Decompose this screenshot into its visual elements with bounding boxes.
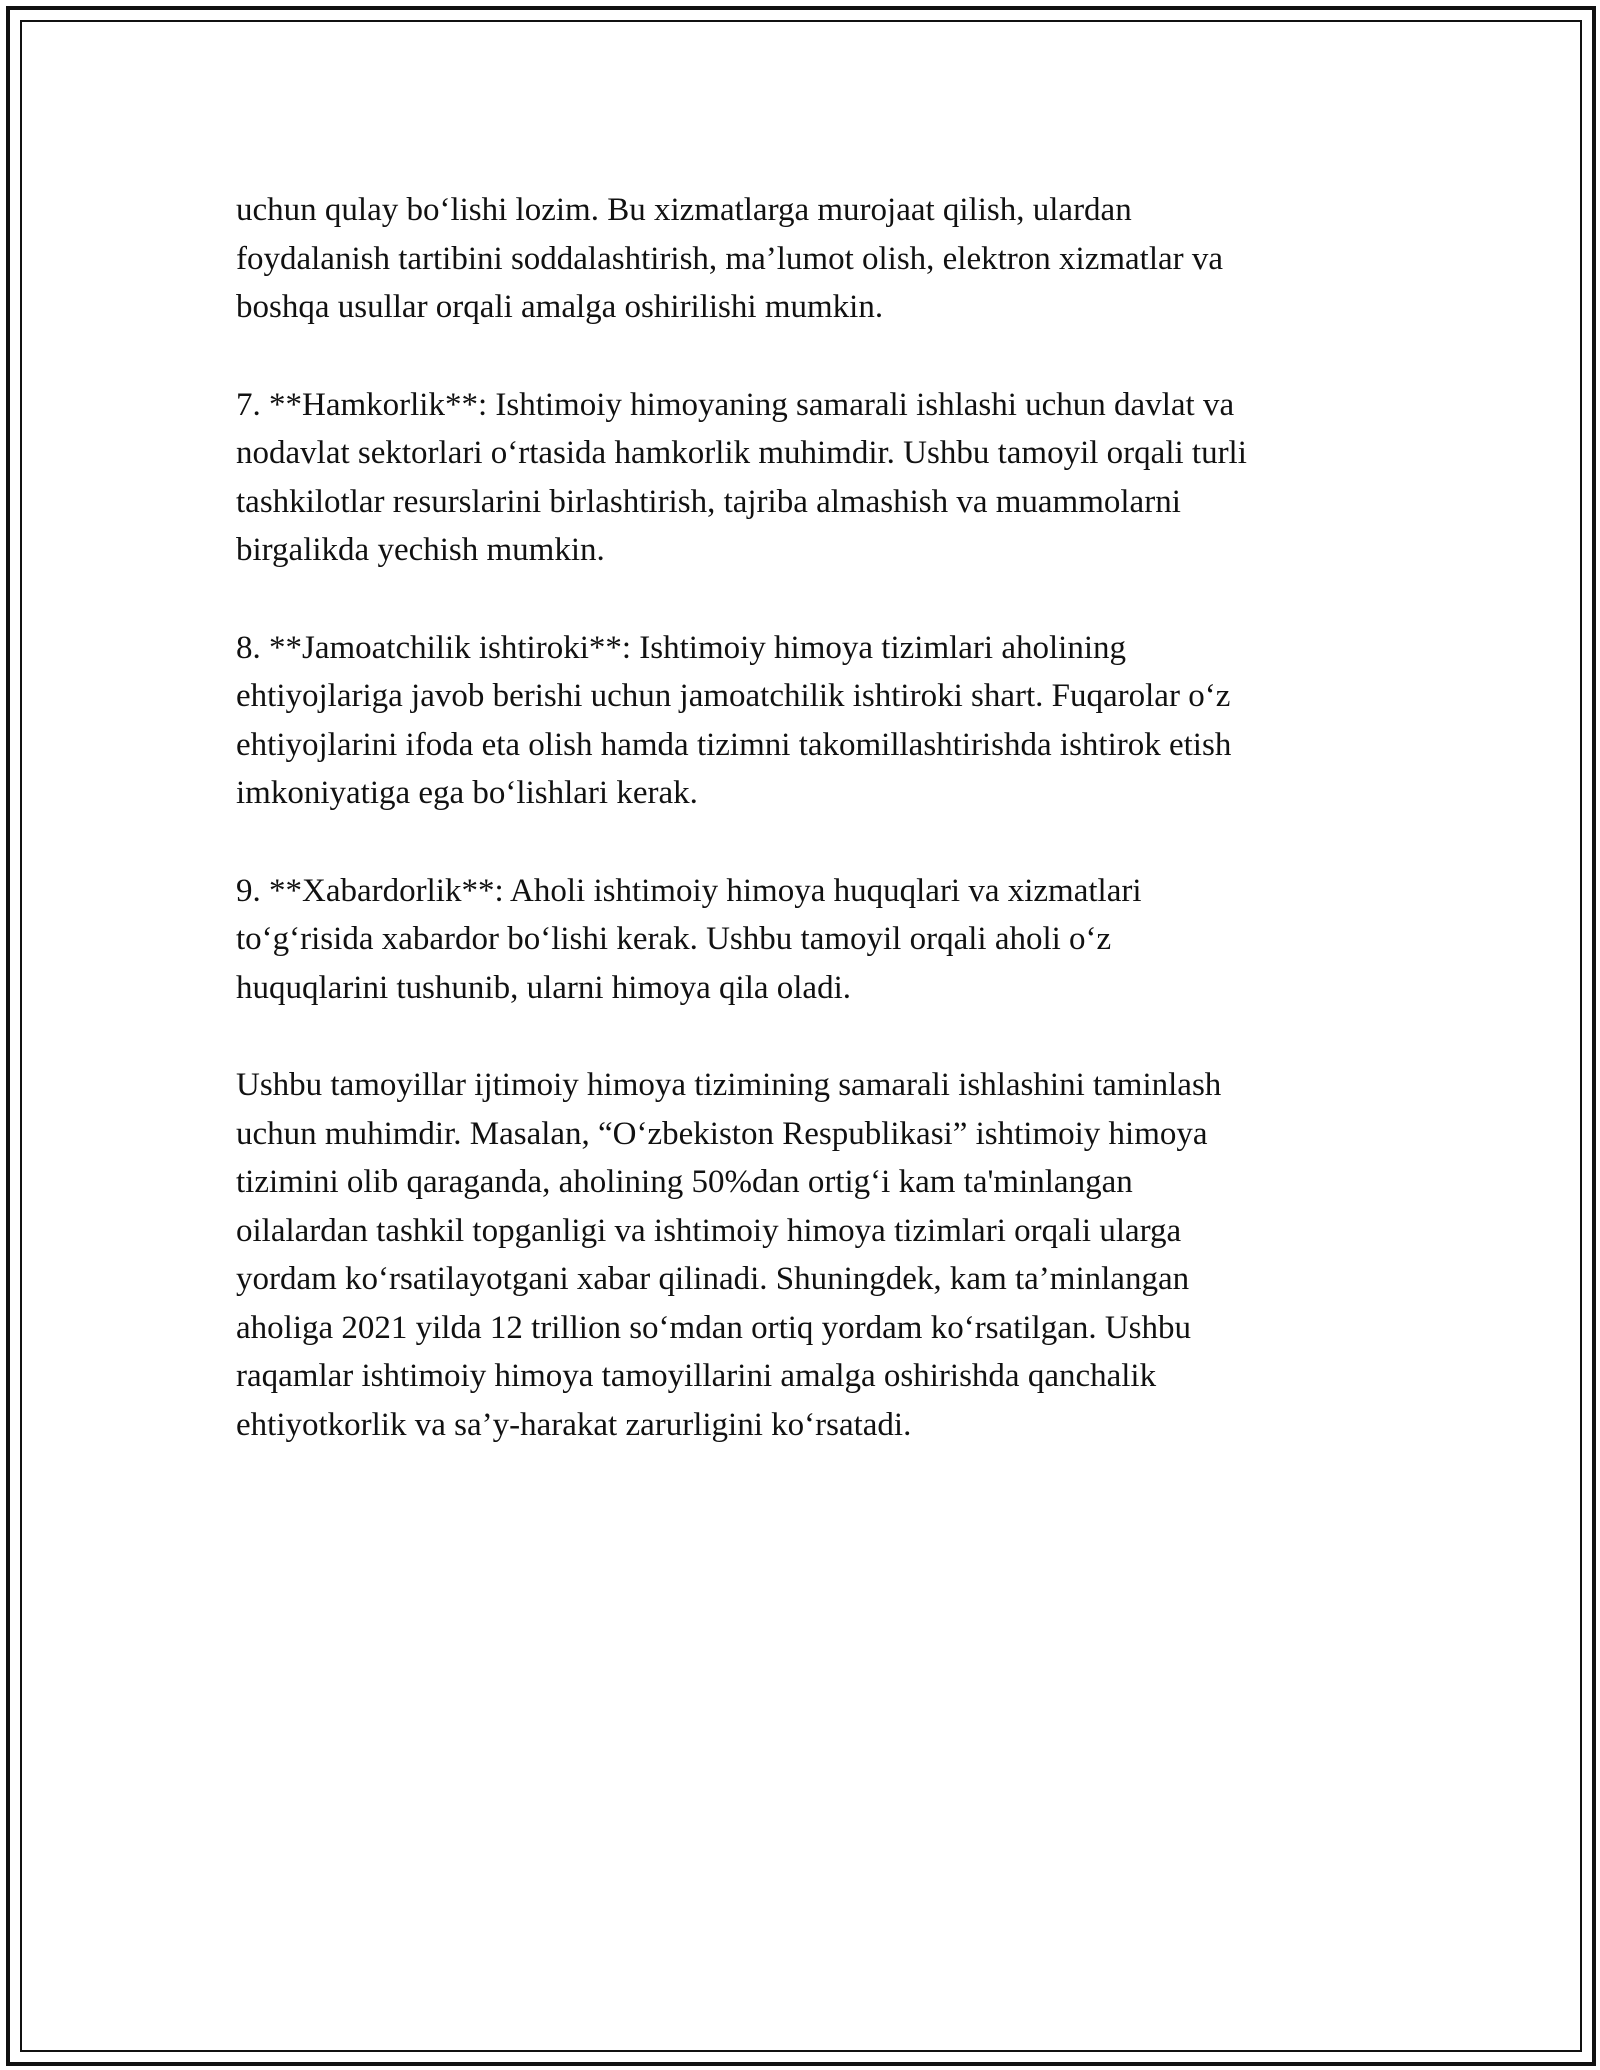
paragraph-continuation: uchun qulay bo‘lishi lozim. Bu xizmatlarga murojaat qilish, ulardan foydalanish tartibini soddalashtirish, ma’lumot olish, elektron xizmatlar va boshqa usullar orqali amalga oshirilishi mumkin. [236,192,1224,325]
document-body [236,186,1386,1449]
paragraph-conclusion: Ushbu tamoyillar ijtimoiy himoya tizimining samarali ishlashini taminlash uchun muhimdir. Masalan, “O‘zbekiston Respublikasi” ishtimoiy himoya tizimini olib qaraganda, aholining 50%dan ortig‘i kam ta'minlangan oilalardan tashkil topganligi va ishtimoiy himoya tizimlari orqali ularga yordam ko‘rsatilayotgani xabar qilinadi. Shuningdek, kam ta’minlangan aholiga 2021 yilda 12 trillion so‘mdan ortiq yordam ko‘rsatilgan. Ushbu raqamlar ishtimoiy himoya tamoyillarini amalga oshirishda qanchalik ehtiyotkorlik va sa’y-harakat zarurligini ko‘rsatadi. [236,1067,1222,1443]
paragraph-item-7-hamkorlik: 7. **Hamkorlik**: Ishtimoiy himoyaning samarali ishlashi uchun davlat va nodavlat sektorlari o‘rtasida hamkorlik muhimdir. Ushbu tamoyil orqali turli tashkilotlar resurslarini birlashtirish, tajriba almashish va muammolarni birgalikda yechish mumkin. [236,386,1247,568]
paragraph-item-9-xabardorlik: 9. **Xabardorlik**: Aholi ishtimoiy himoya huquqlari va xizmatlari to‘g‘risida xabardor bo‘lishi kerak. Ushbu tamoyil orqali aholi o‘z huquqlarini tushunib, ularni himoya qila oladi. [236,872,1142,1006]
paragraph-item-8-jamoatchilik: 8. **Jamoatchilik ishtiroki**: Ishtimoiy himoya tizimlari aholining ehtiyojlariga javob berishi uchun jamoatchilik ishtiroki shart. Fuqarolar o‘z ehtiyojlarini ifoda eta olish hamda tizimni takomillashtirishda ishtirok etish imkoniyatiga ega bo‘lishlari kerak. [236,629,1232,811]
